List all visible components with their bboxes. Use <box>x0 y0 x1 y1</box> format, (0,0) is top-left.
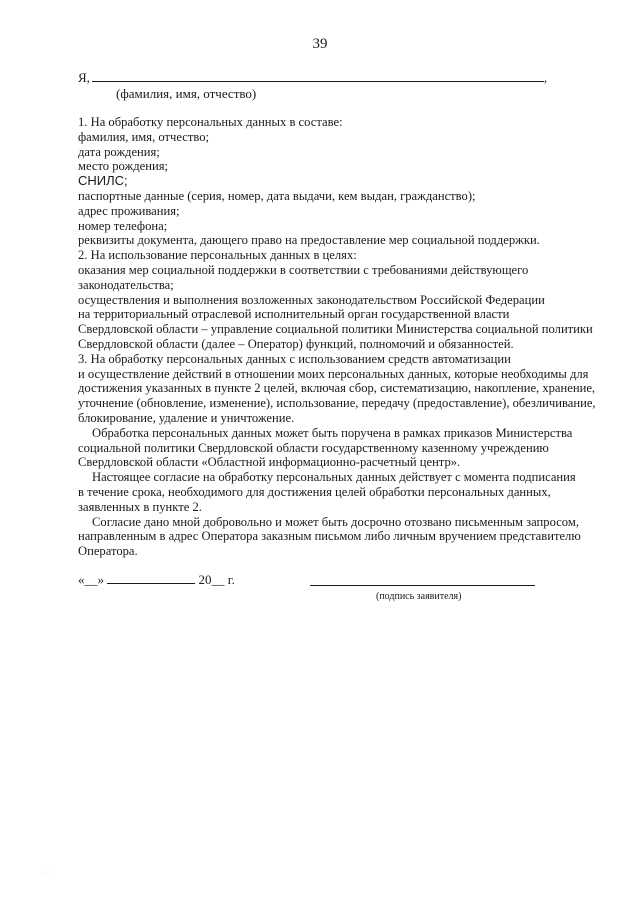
ya-suffix: , <box>543 70 548 85</box>
list-item: фамилия, имя, отчество; <box>78 129 209 144</box>
scan-specks: · · · <box>42 868 54 877</box>
year-suffix: г. <box>224 572 235 587</box>
list-item: СНИЛС; <box>78 173 128 189</box>
text-line: в течение срока, необходимого для достижения целей обработки персональных данных, <box>78 484 551 499</box>
text-line: социальной политики Свердловской области государственному казенному учреждению <box>78 440 549 455</box>
text-line: законодательства; <box>78 277 174 292</box>
text-line: оказания мер социальной поддержки в соответствии с требованиями действующего <box>78 262 529 277</box>
fio-caption: (фамилия, имя, отчество) <box>116 86 257 101</box>
list-item: адрес проживания; <box>78 203 180 218</box>
text-line: достижения указанных в пункте 2 целей, включая сбор, систематизацию, накопление, хранение, <box>78 381 596 396</box>
day-quote-close: » <box>97 572 104 587</box>
list-item: паспортные данные (серия, номер, дата выдачи, кем выдан, гражданство); <box>78 188 476 203</box>
text-line: осуществления и выполнения возложенных законодательством Российской Федерации <box>78 292 545 307</box>
year-prefix: 20 <box>198 572 212 587</box>
section-1-heading: 1. На обработку персональных данных в составе: <box>78 115 343 129</box>
text-line: Свердловской области (далее – Оператор) функций, полномочий и обязанностей. <box>78 336 514 351</box>
applicant-name-line <box>78 70 547 86</box>
text-line: Свердловской области «Областной информационно-расчетный центр». <box>78 455 461 470</box>
page-number: 39 <box>312 36 328 52</box>
day-blank: __ <box>84 572 98 587</box>
text-line: Свердловской области – управление социальной политики Министерства социальной политики <box>78 322 593 337</box>
text-line: направленным в адрес Оператора заказным письмом либо личным вручением представителю <box>78 529 581 544</box>
text-line: и осуществление действий в отношении моих персональных данных, которые необходимы для <box>78 366 589 381</box>
list-item: дата рождения; <box>78 144 160 159</box>
signature-line <box>310 585 535 586</box>
ya-prefix: Я, <box>78 70 90 85</box>
day-quote-open: « <box>78 572 85 587</box>
month-blank-rule <box>107 572 195 584</box>
text-line: на территориальный отраслевой исполнительный орган государственной власти <box>78 307 510 322</box>
year-blank: __ <box>211 572 225 587</box>
text-line: заявленных в пункте 2. <box>78 499 202 514</box>
signature-caption: (подпись заявителя) <box>376 591 462 602</box>
text-line: уточнение (обновление, изменение), использование, передачу (предоставление), обезличивание, <box>78 396 596 411</box>
date-field <box>78 572 235 588</box>
section-2-heading: 2. На использование персональных данных в целях: <box>78 248 357 263</box>
consent-body <box>78 115 614 559</box>
list-item: реквизиты документа, дающего право на предоставление мер социальной поддержки. <box>78 233 540 248</box>
text-line: блокирование, удаление и уничтожение. <box>78 410 295 425</box>
text-line: Обработка персональных данных может быть поручена в рамках приказов Министерства <box>92 425 573 440</box>
list-item: место рождения; <box>78 159 168 174</box>
section-3-heading: 3. На обработку персональных данных с использованием средств автоматизации <box>78 351 511 366</box>
list-item: номер телефона; <box>78 218 168 233</box>
name-blank-rule <box>92 70 544 82</box>
text-line: Оператора. <box>78 544 138 559</box>
text-line: Согласие дано мной добровольно и может быть досрочно отозвано письменным запросом, <box>92 514 579 529</box>
text-line: Настоящее согласие на обработку персональных данных действует с момента подписания <box>92 470 576 485</box>
